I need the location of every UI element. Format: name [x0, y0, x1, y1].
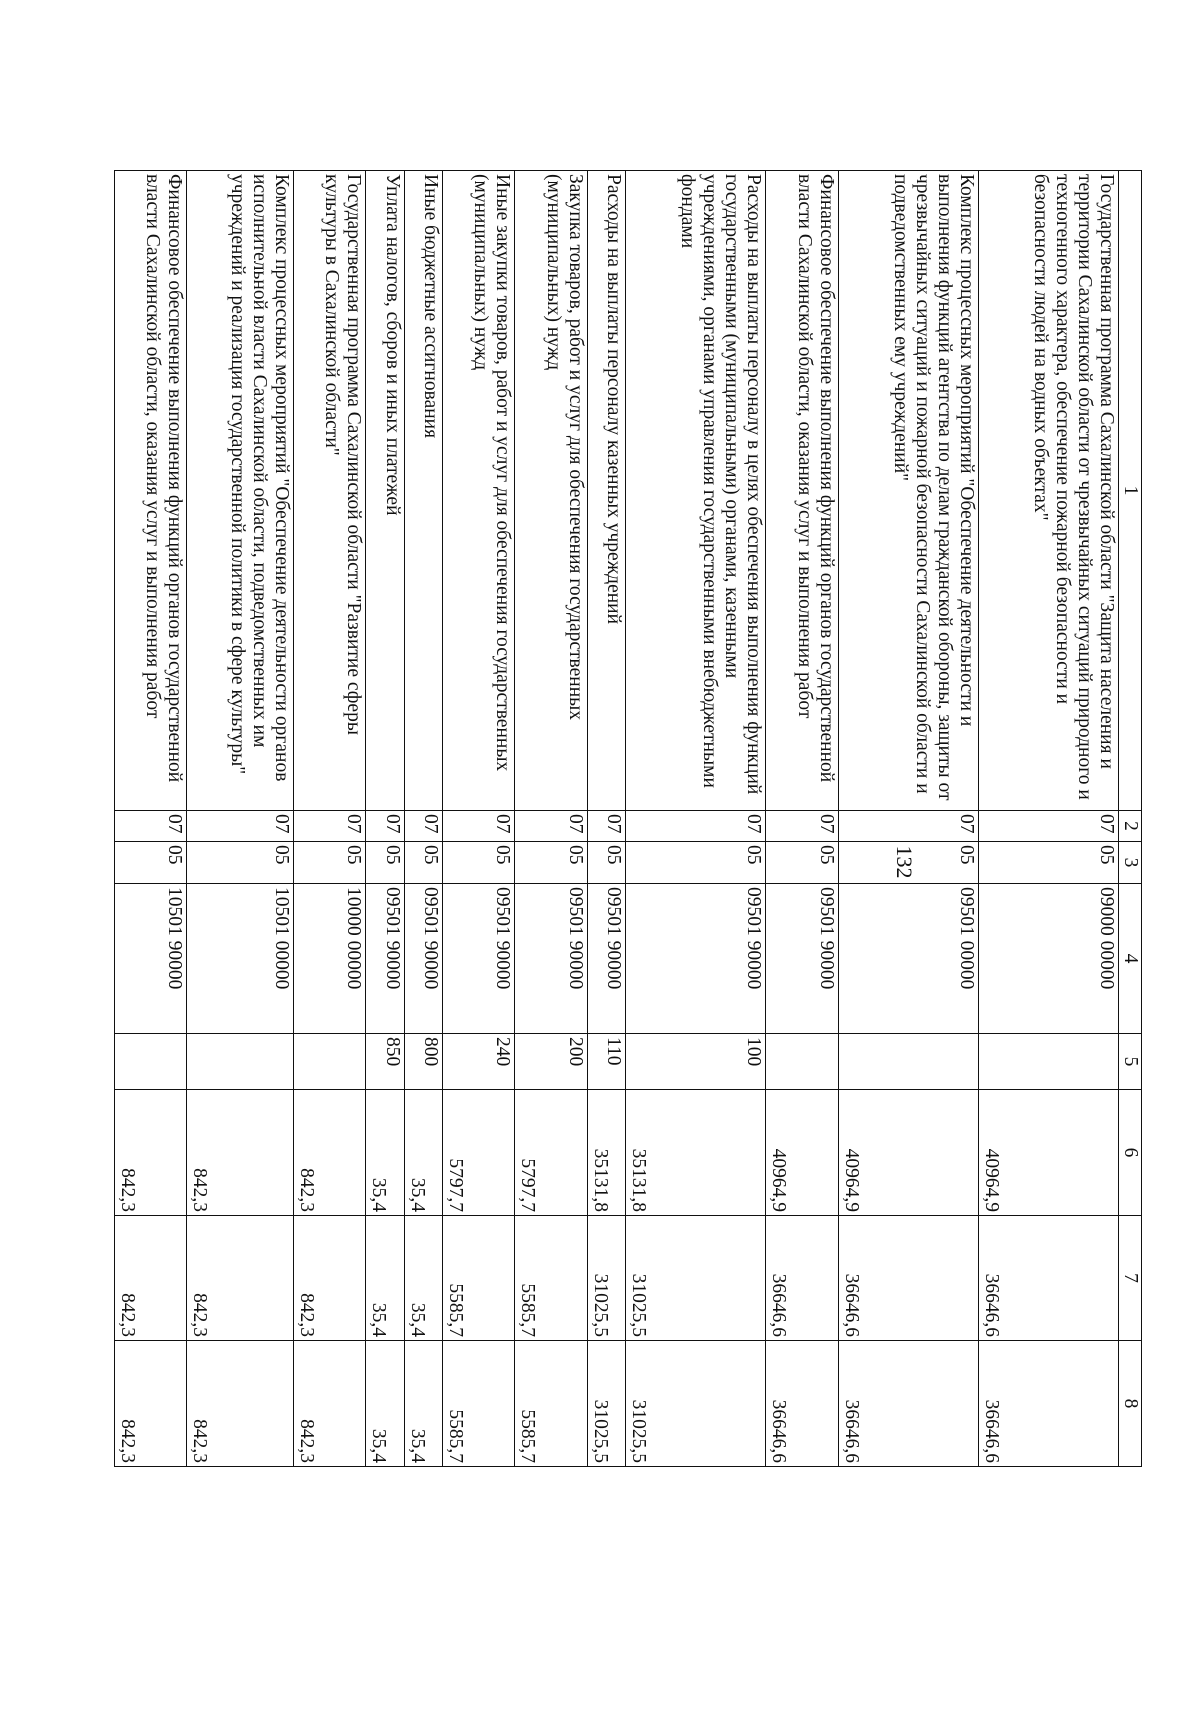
column-header: 6 [1119, 1090, 1142, 1216]
expense-type-code: 110 [587, 1034, 625, 1090]
expense-type-code [838, 1034, 978, 1090]
row-name: Комплекс процессных мероприятий "Обеспечение деятельности органов исполнительной власти Сахалинской области, подведомственных им учреждений и реализация государственной политики в сфере культуры" [187, 171, 293, 811]
section-code: 07 [515, 811, 587, 842]
row-name: Комплекс процессных мероприятий "Обеспечение деятельности и выполнения функций агентства по делам гражданской обороны, защиты от чрезвычайных ситуаций и пожарной безопасности Сахалинской области и подведомственных ему учреждений" [838, 171, 978, 811]
section-code: 07 [838, 811, 978, 842]
amount-col7: 36646,6 [838, 1216, 978, 1341]
amount-col6: 5797,7 [443, 1090, 515, 1216]
section-code: 07 [626, 811, 766, 842]
column-header: 2 [1119, 811, 1142, 842]
target-item-code: 10501 90000 [115, 884, 187, 1034]
expense-type-code [978, 1034, 1118, 1090]
section-code: 07 [187, 811, 293, 842]
column-header: 3 [1119, 842, 1142, 884]
amount-col6: 842,3 [115, 1090, 187, 1216]
row-name: Государственная программа Сахалинской области "Защита населения и территории Сахалинской области от чрезвычайных ситуаций природного и техногенного характера, обеспечение пожарной безопасности и безопасности людей на водных объектах" [978, 171, 1118, 811]
amount-col7: 5585,7 [515, 1216, 587, 1341]
subsection-code: 05 [443, 842, 515, 884]
table-row [587, 171, 625, 1467]
amount-col7: 31025,5 [626, 1216, 766, 1341]
amount-col7: 36646,6 [978, 1216, 1118, 1341]
expense-type-code: 850 [366, 1034, 404, 1090]
expense-type-code: 100 [626, 1034, 766, 1090]
subsection-code: 05 [978, 842, 1118, 884]
table-row [766, 171, 838, 1467]
amount-col7: 5585,7 [443, 1216, 515, 1341]
section-code: 07 [766, 811, 838, 842]
subsection-code: 05 [626, 842, 766, 884]
page-number: 132 [892, 845, 917, 879]
table-row [626, 171, 766, 1467]
amount-col8: 31025,5 [626, 1341, 766, 1467]
amount-col7: 36646,6 [766, 1216, 838, 1341]
column-header: 4 [1119, 884, 1142, 1034]
amount-col8: 35,4 [404, 1341, 442, 1467]
expense-type-code [293, 1034, 365, 1090]
amount-col6: 842,3 [187, 1090, 293, 1216]
amount-col8: 36646,6 [766, 1341, 838, 1467]
column-header: 1 [1119, 171, 1142, 811]
amount-col8: 35,4 [366, 1341, 404, 1467]
amount-col8: 5585,7 [443, 1341, 515, 1467]
expense-type-code: 200 [515, 1034, 587, 1090]
amount-col6: 40964,9 [766, 1090, 838, 1216]
column-header: 7 [1119, 1216, 1142, 1341]
subsection-code: 05 [187, 842, 293, 884]
amount-col6: 35131,8 [626, 1090, 766, 1216]
amount-col6: 35131,8 [587, 1090, 625, 1216]
row-name: Финансовое обеспечение выполнения функций органов государственной власти Сахалинской области, оказания услуг и выполнения работ [115, 171, 187, 811]
expense-type-code: 240 [443, 1034, 515, 1090]
amount-col8: 31025,5 [587, 1341, 625, 1467]
subsection-code: 05 [404, 842, 442, 884]
table-row [443, 171, 515, 1467]
amount-col8: 842,3 [293, 1341, 365, 1467]
subsection-code: 05 [115, 842, 187, 884]
amount-col7: 31025,5 [587, 1216, 625, 1341]
amount-col6: 842,3 [293, 1090, 365, 1216]
section-code: 07 [293, 811, 365, 842]
subsection-code: 05 [587, 842, 625, 884]
subsection-code: 05 [293, 842, 365, 884]
section-code: 07 [404, 811, 442, 842]
section-code: 07 [115, 811, 187, 842]
column-header: 5 [1119, 1034, 1142, 1090]
amount-col7: 35,4 [366, 1216, 404, 1341]
amount-col8: 842,3 [115, 1341, 187, 1467]
target-item-code: 09501 90000 [443, 884, 515, 1034]
target-item-code: 09501 90000 [515, 884, 587, 1034]
table-row [366, 171, 404, 1467]
target-item-code: 10501 00000 [187, 884, 293, 1034]
row-name: Иные бюджетные ассигнования [404, 171, 442, 811]
section-code: 07 [366, 811, 404, 842]
column-header: 8 [1119, 1341, 1142, 1467]
target-item-code: 09501 90000 [587, 884, 625, 1034]
target-item-code: 09501 90000 [404, 884, 442, 1034]
amount-col8: 842,3 [187, 1341, 293, 1467]
amount-col7: 842,3 [293, 1216, 365, 1341]
expense-type-code: 800 [404, 1034, 442, 1090]
row-name: Иные закупки товаров, работ и услуг для обеспечения государственных (муниципальных) нужд [443, 171, 515, 811]
table-row [838, 171, 978, 1467]
subsection-code: 05 [366, 842, 404, 884]
row-name: Расходы на выплаты персоналу казенных учреждений [587, 171, 625, 811]
amount-col7: 842,3 [187, 1216, 293, 1341]
amount-col7: 842,3 [115, 1216, 187, 1341]
amount-col7: 35,4 [404, 1216, 442, 1341]
subsection-code: 05 [766, 842, 838, 884]
target-item-code: 09501 90000 [626, 884, 766, 1034]
amount-col6: 40964,9 [838, 1090, 978, 1216]
row-name: Закупка товаров, работ и услуг для обеспечения государственных (муниципальных) нужд [515, 171, 587, 811]
amount-col8: 36646,6 [838, 1341, 978, 1467]
amount-col8: 36646,6 [978, 1341, 1118, 1467]
table-row [293, 171, 365, 1467]
table-row [115, 171, 187, 1467]
amount-col6: 40964,9 [978, 1090, 1118, 1216]
amount-col6: 5797,7 [515, 1090, 587, 1216]
amount-col6: 35,4 [404, 1090, 442, 1216]
row-name: Уплата налогов, сборов и иных платежей [366, 171, 404, 811]
row-name: Государственная программа Сахалинской области "Развитие сферы культуры в Сахалинской области" [293, 171, 365, 811]
table-row [404, 171, 442, 1467]
table-row [187, 171, 293, 1467]
table-row [515, 171, 587, 1467]
amount-col6: 35,4 [366, 1090, 404, 1216]
subsection-code: 05 [515, 842, 587, 884]
target-item-code: 09000 00000 [978, 884, 1118, 1034]
row-name: Расходы на выплаты персоналу в целях обеспечения выполнения функций государственными (муниципальными) органами, казенными учреждениями, органами управления государственными внебюджетными фондами [626, 171, 766, 811]
target-item-code: 10000 00000 [293, 884, 365, 1034]
budget-table [114, 170, 1142, 1467]
expense-type-code [115, 1034, 187, 1090]
section-code: 07 [587, 811, 625, 842]
target-item-code: 09501 90000 [766, 884, 838, 1034]
budget-table-rotated [114, 170, 1142, 1466]
amount-col8: 5585,7 [515, 1341, 587, 1467]
header-row [1119, 171, 1142, 1467]
target-item-code: 09501 90000 [366, 884, 404, 1034]
expense-type-code [766, 1034, 838, 1090]
expense-type-code [187, 1034, 293, 1090]
table-row [978, 171, 1118, 1467]
target-item-code: 09501 00000 [838, 884, 978, 1034]
section-code: 07 [978, 811, 1118, 842]
subsection-code: 05 [838, 842, 978, 884]
section-code: 07 [443, 811, 515, 842]
row-name: Финансовое обеспечение выполнения функций органов государственной власти Сахалинской области, оказания услуг и выполнения работ [766, 171, 838, 811]
